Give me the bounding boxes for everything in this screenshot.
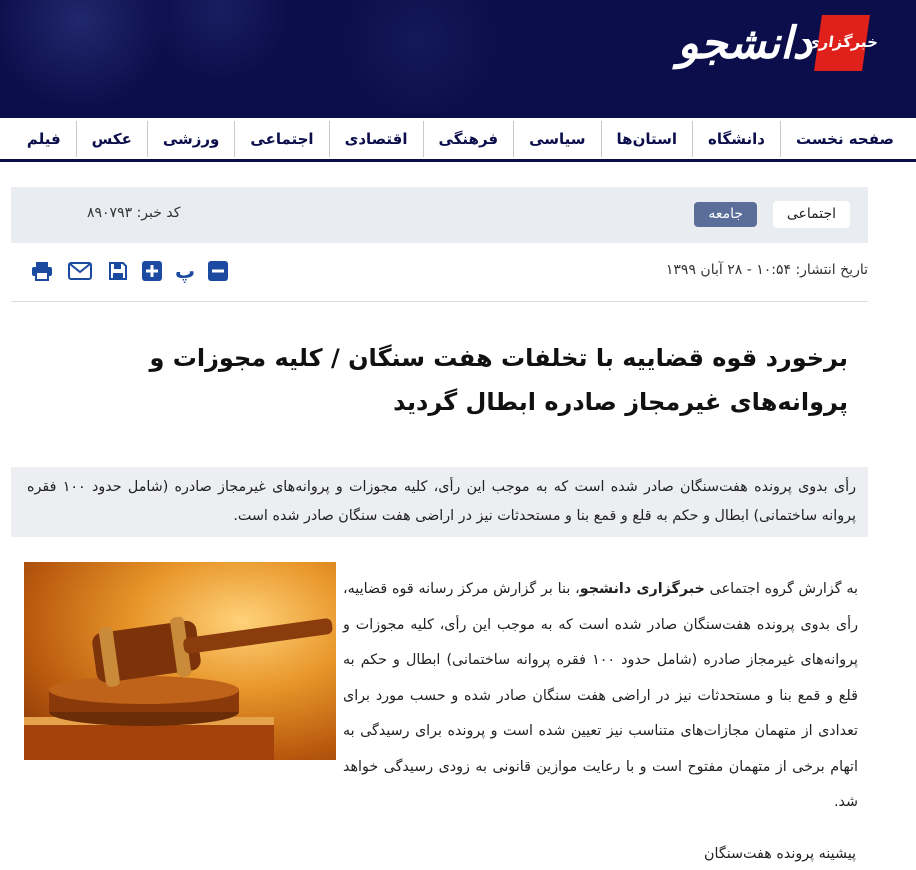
nav-item-sports[interactable]: ورزشی xyxy=(147,121,235,157)
subcategory-tag[interactable]: جامعه xyxy=(694,202,757,227)
decrease-font-icon[interactable] xyxy=(206,259,230,283)
body-intro: به گزارش گروه اجتماعی xyxy=(704,581,859,597)
logo-badge: خبرگزاری xyxy=(814,15,870,71)
nav-item-economy[interactable]: اقتصادی xyxy=(329,121,423,157)
body-text: ، بنا بر گزارش مرکز رسانه قوه قضاییه، رأی بدوی پرونده هفت‌سنگان صادر شده است که به موجب این رأی، کلیه مجوزات و پروانه‌های غیرمجاز صادره (شامل حدود ۱۰۰ فقره پروانه ساختمانی) ابطال و حکم به قلع و قمع بنا و مستحدثات نیز در اراضی هفت سنگان صادر شده و حسب مورد برای تعدادی از متهمان مجازات‌های متناسب نیز تعیین شده است و پرونده برای رسیدگی به اتهام برخی از متهمان مفتوح است و با رعایت موازین قانونی به زودی رسیدگی خواهد شد. xyxy=(343,581,859,810)
nav-item-social[interactable]: اجتماعی xyxy=(234,121,328,157)
site-logo[interactable] xyxy=(677,8,880,78)
email-icon[interactable] xyxy=(68,259,92,283)
divider xyxy=(11,301,868,302)
print-icon[interactable] xyxy=(30,259,54,283)
site-header xyxy=(0,0,916,118)
article-headline: برخورد قوه قضاییه با تخلفات هفت سنگان / کلیه مجوزات و پروانه‌های غیرمجاز صادره ابطال گردید xyxy=(149,344,848,416)
nav-item-university[interactable]: دانشگاه xyxy=(692,121,780,157)
category-tag[interactable]: اجتماعی xyxy=(773,201,850,228)
section-subheading: پیشینه پرونده هفت‌سنگان xyxy=(703,846,856,862)
news-code: کد خبر: ۸۹۰۷۹۳ xyxy=(87,205,181,221)
save-icon[interactable] xyxy=(106,259,130,283)
news-meta-box xyxy=(11,187,868,243)
nav-item-culture[interactable]: فرهنگی xyxy=(423,121,514,157)
gavel-illustration xyxy=(24,562,336,760)
article-body xyxy=(343,572,858,821)
main-nav xyxy=(0,118,916,162)
nav-item-politics[interactable]: سیاسی xyxy=(513,121,600,157)
nav-item-home[interactable]: صفحه نخست xyxy=(780,121,916,157)
article-image xyxy=(24,562,336,760)
font-label: پ xyxy=(174,259,196,283)
nav-item-photo[interactable]: عکس xyxy=(76,121,147,157)
publish-date: تاریخ انتشار: ۱۰:۵۴ - ۲۸ آبان ۱۳۹۹ xyxy=(665,262,868,278)
agency-name[interactable]: خبرگزاری دانشجو xyxy=(579,581,705,597)
article-lead: رأی بدوی پرونده هفت‌سنگان صادر شده است که به موجب این رأی، کلیه مجوزات و پروانه‌های غیرمجاز صادره (شامل حدود ۱۰۰ فقره پروانه ساختمانی) ابطال و حکم به قلع و قمع بنا و مستحدثات نیز در اراضی هفت سنگان صادر شده است. xyxy=(11,467,868,537)
nav-item-provinces[interactable]: استان‌ها xyxy=(601,121,692,157)
nav-item-film[interactable]: فیلم xyxy=(26,129,61,148)
logo-name: دانشجو xyxy=(677,17,812,69)
increase-font-icon[interactable] xyxy=(140,259,164,283)
article-toolbar xyxy=(30,259,230,283)
